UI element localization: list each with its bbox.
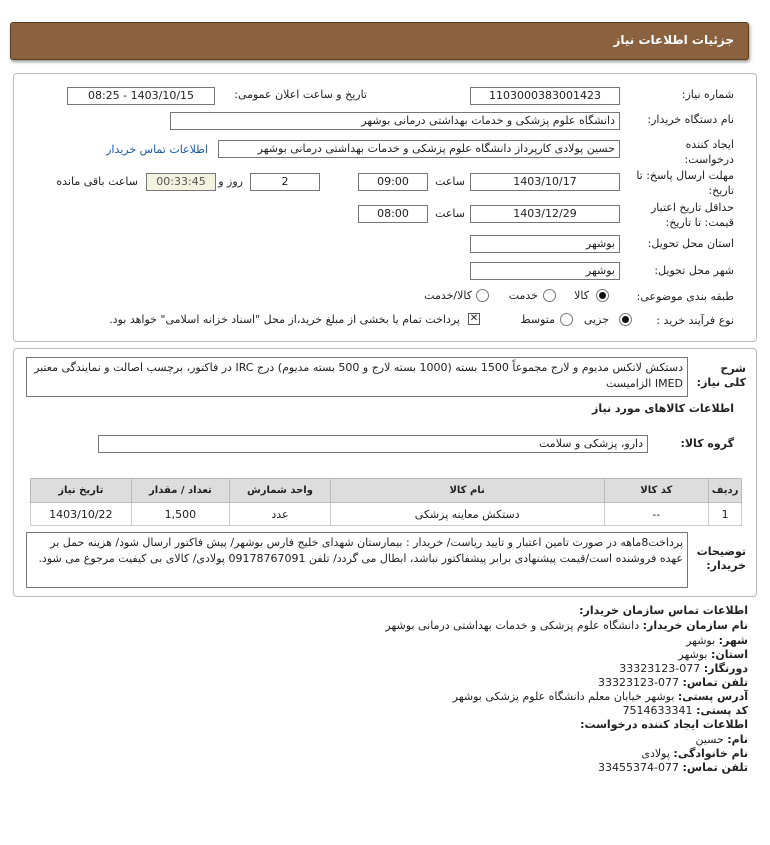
category-option-both: کالا/خدمت: [424, 289, 472, 302]
fax-label: دورنگار:: [703, 662, 748, 675]
page-title: جزئیات اطلاعات نیاز: [613, 33, 734, 47]
process-label: نوع فرآیند خرید :: [656, 314, 734, 327]
address-label: آدرس پستی:: [677, 690, 748, 703]
validity-time-label: ساعت: [435, 207, 465, 220]
city-label: شهر محل تحویل:: [654, 264, 734, 277]
deadline-time-label: ساعت: [435, 175, 465, 188]
cell-code: --: [604, 503, 709, 526]
phone-value: 077-33323123: [598, 676, 680, 689]
col-unit-header: واحد شمارش: [230, 479, 331, 503]
cell-qty: 1,500: [131, 503, 229, 526]
need-number-label: شماره نیاز:: [681, 88, 734, 101]
contact-title: اطلاعات تماس سازمان خریدار:: [579, 604, 748, 617]
category-label: طبقه بندی موضوعی:: [636, 290, 734, 303]
postal-label: کد پستی:: [696, 704, 748, 717]
treasury-checkbox[interactable]: ✕: [469, 313, 479, 324]
contact-city-label: شهر:: [718, 634, 748, 647]
need-number-field[interactable]: 1103000383001423: [470, 87, 620, 105]
page-header: [10, 22, 749, 60]
address-value: بوشهر خیابان معلم دانشگاه علوم پزشکی بوشهر: [452, 690, 675, 703]
creator-info-title: اطلاعات ایجاد کننده درخواست:: [580, 718, 748, 731]
goods-info-title: اطلاعات کالاهای مورد نیاز: [592, 402, 734, 415]
province-label: استان محل تحویل:: [647, 237, 734, 250]
category-radio-both[interactable]: [476, 289, 489, 302]
process-radio-medium[interactable]: [560, 313, 573, 326]
city-field[interactable]: بوشهر: [470, 262, 620, 280]
process-radio-minor[interactable]: [619, 313, 632, 326]
org-label: نام سازمان خریدار:: [642, 619, 748, 632]
creator-label: ایجاد کننده درخواست:: [684, 138, 734, 166]
col-name-header: نام کالا: [330, 479, 604, 503]
fax-value: 077-33323123: [619, 662, 701, 675]
treasury-note: پرداخت تمام یا بخشی از مبلغ خرید،از محل "اسناد خزانه اسلامی" خواهد بود.: [109, 313, 460, 326]
remaining-time-field: 00:33:45: [146, 173, 216, 191]
deadline-time-field[interactable]: 09:00: [358, 173, 428, 191]
validity-label: حداقل تاریخ اعتبار قیمت: تا تاریخ:: [650, 201, 734, 229]
creator-name-value: حسین: [695, 733, 724, 746]
goods-table: [30, 478, 742, 526]
buyer-notes-label: توضیحات خریدار:: [696, 545, 746, 572]
table-header-row: [31, 479, 742, 503]
creator-field[interactable]: حسین پولادی کارپرداز دانشگاه علوم پزشکی و خدمات بهداشتی درمانی بوشهر: [218, 140, 620, 158]
col-qty-header: تعداد / مقدار: [131, 479, 229, 503]
buyer-field[interactable]: دانشگاه علوم پزشکی و خدمات بهداشتی درمانی بوشهر: [170, 112, 620, 130]
creator-family-label: نام خانوادگی:: [673, 747, 748, 760]
summary-text: دستکش لاتکس مدیوم و لارج مجموعاً 1500 بسته (1000 بسته لارج و 500 بسته مدیوم) درج IRC در فاکتور، برچسب اصالت و نمایندگی معتبر IMED الزامیست: [26, 357, 688, 397]
phone-label: تلفن تماس:: [682, 676, 748, 689]
cell-date: 1403/10/22: [31, 503, 132, 526]
col-date-header: تاریخ نیاز: [31, 479, 132, 503]
postal-value: 7514633341: [622, 704, 693, 717]
contact-province-label: استان:: [711, 648, 748, 661]
process-option-minor: جزیی: [583, 313, 609, 326]
creator-family-value: پولادی: [641, 747, 670, 760]
col-code-header: کد کالا: [604, 479, 709, 503]
announce-label: تاریخ و ساعت اعلان عمومی:: [234, 88, 367, 101]
cell-row: 1: [709, 503, 742, 526]
creator-name-label: نام:: [727, 733, 748, 746]
province-field[interactable]: بوشهر: [470, 235, 620, 253]
remaining-label: ساعت باقی مانده: [56, 175, 138, 188]
cell-name: دستکش معاینه پزشکی: [330, 503, 604, 526]
contact-province-value: بوشهر: [678, 648, 708, 661]
process-option-medium: متوسط: [520, 313, 555, 326]
contact-buyer-link[interactable]: اطلاعات تماس خریدار: [106, 143, 208, 156]
deadline-date-field[interactable]: 1403/10/17: [470, 173, 620, 191]
contact-city-value: بوشهر: [686, 634, 716, 647]
category-option-service: خدمت: [508, 289, 538, 302]
goods-group-label: گروه کالا:: [680, 437, 734, 450]
goods-group-field[interactable]: دارو، پزشکی و سلامت: [98, 435, 648, 453]
validity-time-field[interactable]: 08:00: [358, 205, 428, 223]
announce-field[interactable]: 1403/10/15 - 08:25: [67, 87, 215, 105]
col-row-header: ردیف: [709, 479, 742, 503]
category-radio-goods[interactable]: [596, 289, 609, 302]
creator-phone-value: 077-33455374: [598, 761, 680, 774]
table-row[interactable]: [31, 503, 742, 526]
days-label: روز و: [218, 175, 243, 188]
summary-label: شرح کلی نیاز:: [696, 362, 746, 389]
buyer-label: نام دستگاه خریدار:: [647, 113, 734, 126]
creator-phone-label: تلفن تماس:: [682, 761, 748, 774]
category-option-goods: کالا: [574, 289, 589, 302]
days-field[interactable]: 2: [250, 173, 320, 191]
org-value: دانشگاه علوم پزشکی و خدمات بهداشتی درمانی بوشهر: [385, 619, 640, 632]
category-radio-service[interactable]: [543, 289, 556, 302]
buyer-notes-text: پرداخت8ماهه در صورت تامین اعتبار و تایید ریاست/ خریدار : بیمارستان شهدای خلیج فارس بوشهر/ پیش فاکتور ارسال شود/ هزینه حمل بر عهده فروشنده است/قیمت پیشنهادی برابر پیشفاکتور نباشد، ابطال می گردد/ تلفن 09178767091 پولادی/ کالای بی کیفیت مرجوع می شود.: [26, 532, 688, 588]
cell-unit: عدد: [230, 503, 331, 526]
validity-date-field[interactable]: 1403/12/29: [470, 205, 620, 223]
deadline-label: مهلت ارسال پاسخ: تا تاریخ:: [636, 169, 734, 197]
